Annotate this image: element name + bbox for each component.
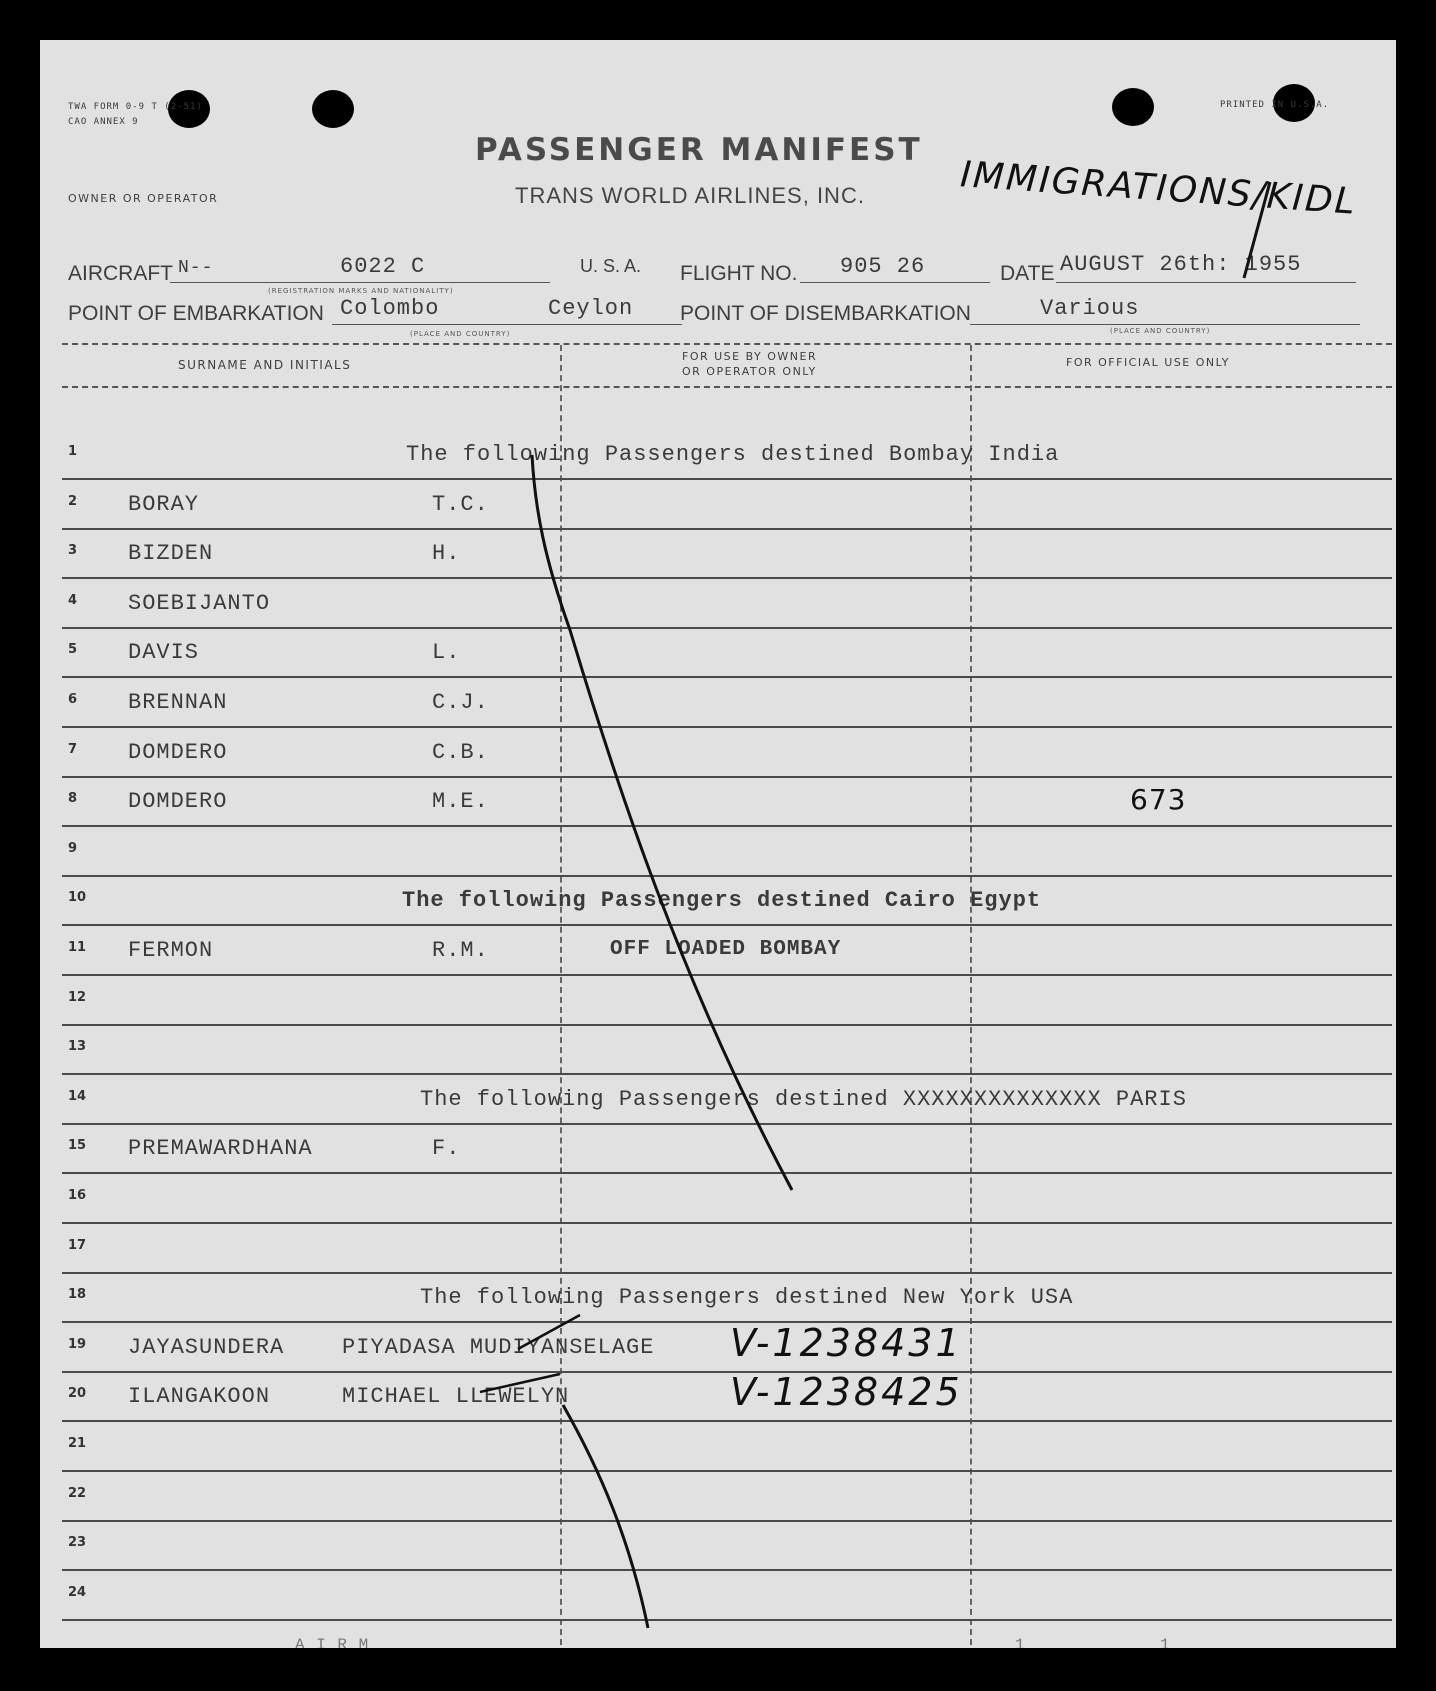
- immigration-stamp: IMMIGRATIONS/KIDL: [959, 154, 1359, 223]
- manifest-sheet: [40, 40, 1396, 1648]
- row-initials: C.J.: [432, 690, 489, 715]
- row-heading: The following Passengers destined Cairo Egypt: [402, 888, 1042, 913]
- row-initials: H.: [432, 541, 461, 566]
- row-number: 4: [68, 593, 78, 608]
- row-number: 22: [68, 1486, 87, 1501]
- row-number: 20: [68, 1386, 87, 1401]
- row-initials: L.: [432, 640, 461, 665]
- embarkation-label: POINT OF EMBARKATION: [68, 302, 324, 325]
- row-surname: ILANGAKOON: [128, 1384, 271, 1409]
- row-number: 17: [68, 1238, 87, 1253]
- row-number: 13: [68, 1039, 87, 1054]
- row-initials: R.M.: [432, 938, 489, 963]
- date-label: DATE: [1000, 262, 1055, 285]
- flight-number: 905 26: [840, 254, 926, 279]
- row-number: 9: [68, 841, 78, 856]
- footer-mid: 1: [1015, 1636, 1026, 1648]
- row-number: 12: [68, 990, 87, 1005]
- row-initials: M.E.: [432, 789, 489, 814]
- flight-label: FLIGHT NO.: [680, 262, 798, 285]
- annex: CAO ANNEX 9: [68, 117, 139, 127]
- row-heading: The following Passengers destined Bombay India: [406, 442, 1060, 467]
- row-number: 21: [68, 1436, 87, 1451]
- place-caption-2: (PLACE AND COUNTRY): [1110, 327, 1211, 335]
- row-official: 673: [1130, 783, 1187, 816]
- row-number: 18: [68, 1287, 87, 1302]
- row-surname: DAVIS: [128, 640, 200, 665]
- row-number: 24: [68, 1585, 87, 1600]
- pen-stroke-main: [532, 455, 792, 1190]
- row-surname: BIZDEN: [128, 541, 214, 566]
- row-surname: BRENNAN: [128, 690, 228, 715]
- embarkation-place: Colombo: [340, 296, 440, 321]
- pen-strokes: [40, 40, 1396, 1648]
- row-visa: V-1238431: [730, 1321, 963, 1365]
- aircraft-prefix: N--: [178, 258, 214, 278]
- disembarkation-value: Various: [1040, 296, 1140, 321]
- row-number: 11: [68, 940, 87, 955]
- row-number: 15: [68, 1138, 87, 1153]
- place-caption: (PLACE AND COUNTRY): [410, 330, 511, 338]
- row-number: 1: [68, 444, 78, 459]
- pen-stroke-cross-20: [480, 1374, 560, 1392]
- aircraft-number: 6022 C: [340, 254, 426, 279]
- row-heading: The following Passengers destined New York USA: [420, 1285, 1074, 1310]
- column-owner-use-2: OR OPERATOR ONLY: [682, 365, 817, 378]
- owner-operator-label: OWNER OR OPERATOR: [68, 192, 219, 205]
- row-initials: C.B.: [432, 740, 489, 765]
- form-code: TWA FORM 0-9 T (2-51): [68, 102, 203, 112]
- row-surname: SOEBIJANTO: [128, 591, 271, 616]
- row-owner: OFF LOADED BOMBAY: [610, 938, 842, 961]
- disembarkation-label: POINT OF DISEMBARKATION: [680, 302, 971, 325]
- row-number: 7: [68, 742, 78, 757]
- row-number: 8: [68, 791, 78, 806]
- row-number: 2: [68, 494, 78, 509]
- airline-name: TRANS WORLD AIRLINES, INC.: [515, 183, 865, 208]
- row-number: 10: [68, 890, 87, 905]
- row-surname: FERMON: [128, 938, 214, 963]
- pen-stroke-cross-19: [518, 1315, 580, 1349]
- row-surname: DOMDERO: [128, 740, 228, 765]
- row-initials: F.: [432, 1136, 461, 1161]
- row-heading: The following Passengers destined XXXXXXXXXXXXXX PARIS: [420, 1087, 1187, 1112]
- row-initials: MICHAEL LLEWELYN: [342, 1384, 570, 1409]
- row-number: 19: [68, 1337, 87, 1352]
- printed-in: PRINTED IN U.S.A.: [1220, 100, 1330, 110]
- column-official-use: FOR OFFICIAL USE ONLY: [1066, 356, 1231, 369]
- nationality: U. S. A.: [580, 256, 642, 276]
- footer-right: 1: [1160, 1636, 1171, 1648]
- date-value: AUGUST 26th: 1955: [1060, 252, 1302, 277]
- row-number: 14: [68, 1089, 87, 1104]
- row-surname: PREMAWARDHANA: [128, 1136, 313, 1161]
- row-number: 3: [68, 543, 78, 558]
- row-initials: T.C.: [432, 492, 489, 517]
- footer-left: A I R M: [295, 1636, 370, 1648]
- column-owner-use-1: FOR USE BY OWNER: [682, 350, 818, 363]
- row-surname: JAYASUNDERA: [128, 1335, 285, 1360]
- column-surname: SURNAME AND INITIALS: [178, 358, 352, 372]
- embarkation-country: Ceylon: [548, 296, 634, 321]
- row-surname: BORAY: [128, 492, 200, 517]
- row-number: 5: [68, 642, 78, 657]
- row-number: 23: [68, 1535, 87, 1550]
- registration-caption: (REGISTRATION MARKS AND NATIONALITY): [268, 287, 454, 295]
- row-number: 16: [68, 1188, 87, 1203]
- document-title: PASSENGER MANIFEST: [475, 132, 923, 168]
- row-surname: DOMDERO: [128, 789, 228, 814]
- aircraft-label: AIRCRAFT: [68, 262, 173, 285]
- row-visa: V-1238425: [730, 1370, 963, 1414]
- stamp-slash: [1244, 182, 1270, 278]
- pen-stroke-lower: [563, 1405, 648, 1628]
- row-number: 6: [68, 692, 78, 707]
- row-initials: PIYADASA MUDIYANSELAGE: [342, 1335, 655, 1360]
